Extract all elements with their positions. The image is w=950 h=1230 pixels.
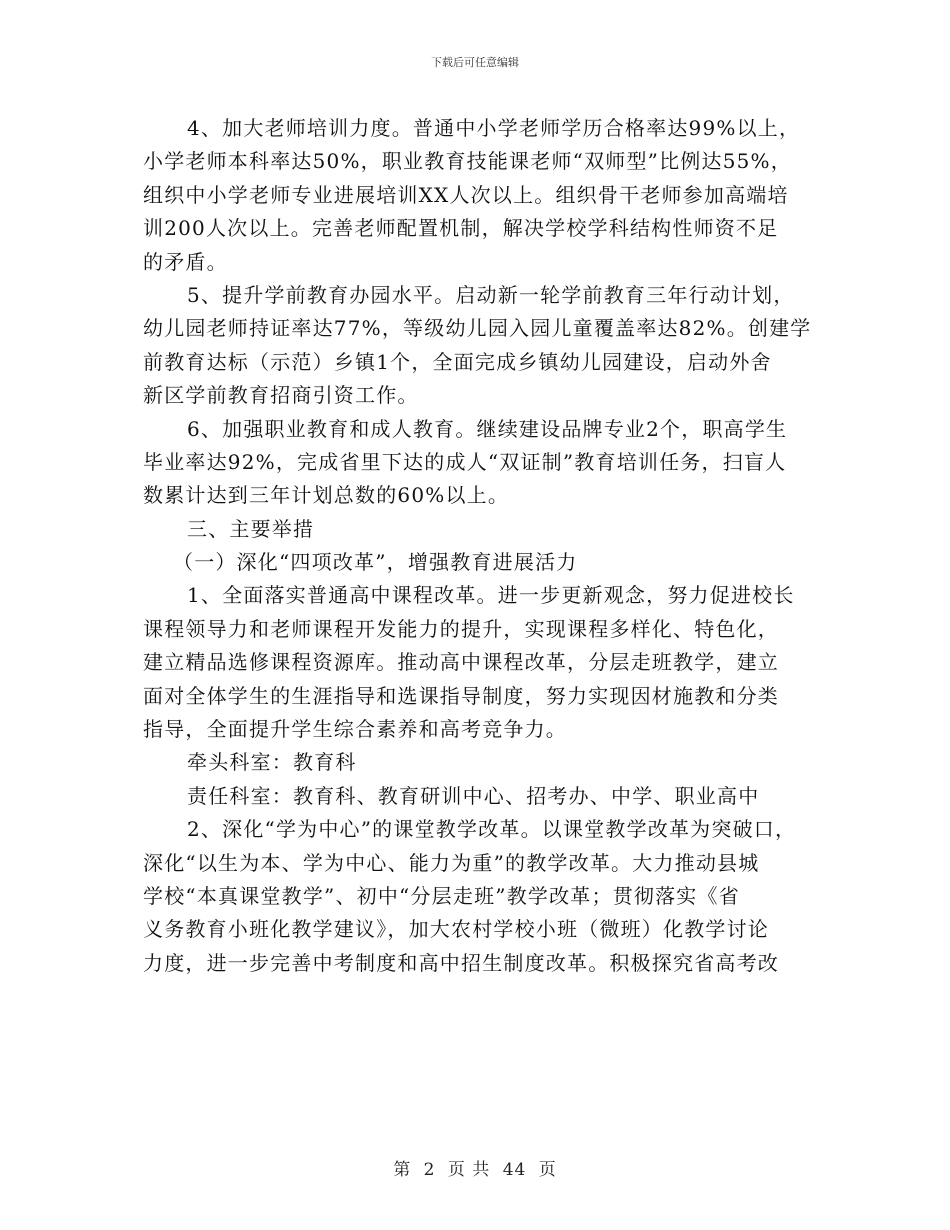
footer-suffix: 页 [538, 1160, 557, 1180]
text-line: 数累计达到三年计划总数的60%以上。 [143, 483, 510, 508]
text-line: 4、加大老师培训力度。普通中小学老师学历合格率达99%以上， [187, 116, 801, 140]
text-line: 学校“本真课堂教学”、初中“分层走班”教学改革；贯彻落实《省 [143, 883, 740, 908]
footer-total-pages: 44 [502, 1160, 527, 1180]
page-footer [0, 1155, 950, 1180]
text-line: 牵头科室：教育科 [187, 750, 357, 775]
text-line: （一）深化“四项改革”，增强教育进展活力 [173, 550, 578, 575]
footer-page-number: 2 [423, 1160, 436, 1180]
text-line: 组织中小学老师专业进展培训XX人次以上。组织骨干老师参加高端培 [143, 182, 789, 207]
text-line: 深化“以生为本、学为中心、能力为重”的教学改革。大力推动县城 [143, 850, 760, 875]
text-line: 力度，进一步完善中考制度和高中招生制度改革。积极探究省高考改 [143, 950, 779, 975]
text-line: 指导，全面提升学生综合素养和高考竞争力。 [143, 717, 567, 742]
text-line: 前教育达标（示范）乡镇1个，全面完成乡镇幼儿园建设，启动外舍 [143, 349, 772, 374]
page-header: 下载后可任意编辑 [431, 56, 519, 69]
text-line: 新区学前教育招商引资工作。 [143, 383, 419, 408]
text-line: 幼儿园老师持证率达77%，等级幼儿园入园儿童覆盖率达82%。创建学 [143, 316, 812, 341]
text-line: 义务教育小班化教学建议》，加大农村学校小班（微班）化教学讨论 [143, 917, 769, 942]
text-line: 6、加强职业教育和成人教育。继续建设品牌专业2个，职高学生 [187, 416, 788, 441]
text-line: 三、主要举措 [187, 516, 315, 541]
text-line: 5、提升学前教育办园水平。启动新一轮学前教育三年行动计划， [187, 282, 795, 307]
document-body [143, 112, 823, 980]
text-line: 责任科室：教育科、教育研训中心、招考办、中学、职业高中 [187, 783, 760, 808]
text-line: 训200人次以上。完善老师配置机制，解决学校学科结构性师资不足 [143, 216, 779, 241]
text-line: 课程领导力和老师课程开发能力的提升，实现课程多样化、特色化， [143, 616, 779, 641]
footer-prefix: 第 [393, 1160, 412, 1180]
text-line: 建立精品选修课程资源库。推动高中课程改革，分层走班教学，建立 [143, 650, 779, 675]
text-line: 小学老师本科率达50%，职业教育技能课老师“双师型”比例达55%， [143, 149, 792, 174]
text-line: 2、深化“学为中心”的课堂教学改革。以课堂教学改革为突破口， [187, 817, 797, 842]
text-line: 1、全面落实普通高中课程改革。进一步更新观念，努力促进校长 [187, 583, 795, 608]
text-line: 面对全体学生的生涯指导和选课指导制度，努力实现因材施教和分类 [143, 683, 779, 708]
footer-middle: 页 共 [447, 1160, 491, 1180]
text-line: 的矛盾。 [143, 249, 228, 274]
text-line: 毕业率达92%，完成省里下达的成人“双证制”教育培训任务，扫盲人 [143, 449, 787, 474]
